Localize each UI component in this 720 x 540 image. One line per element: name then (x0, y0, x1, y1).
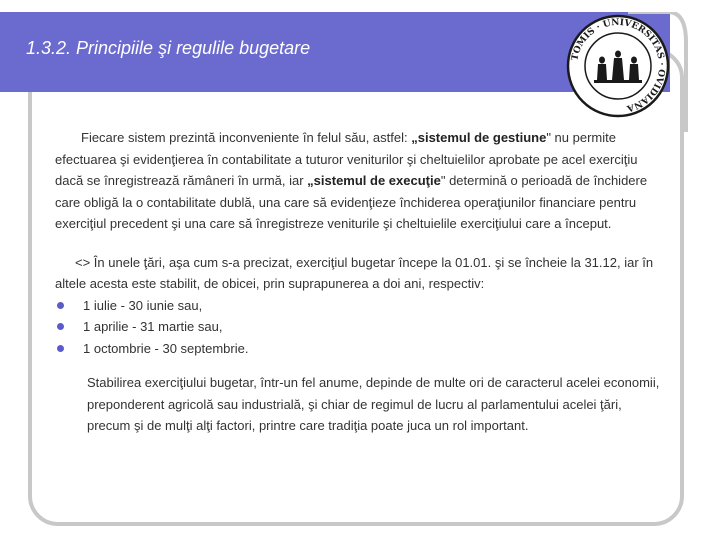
paragraph-exercitiu-bugetar: <> În unele ţări, aşa cum s-a precizat, exerciţiul bugetar începe la 01.01. şi se încheie la 31.12, iar în altele acesta este stabilit, de obicei, prin suprapunerea a doi ani, respectiv: (55, 254, 654, 291)
bullet-dot-icon (57, 302, 64, 309)
term-sistemul-de-executie: „sistemul de execuţie (307, 173, 441, 188)
list-item (55, 316, 655, 338)
bullet-text: 1 iulie - 30 iunie sau, (83, 297, 203, 313)
term-sistemul-de-gestiune: „sistemul de gestiune (411, 130, 547, 145)
list-item (55, 295, 655, 317)
paragraph-stabilirea-exercitiului: Stabilirea exerciţiului bugetar, într-un fel anume, depinde de multe ori de caracterul acelei economii, preponderent agricolă sau industrială, şi chiar de regimul de lucru al parlamentului acelei ţări, precum şi de mulţi alţi factori, printre care tradiţia poate juca un rol important. (87, 375, 660, 433)
list-item (55, 338, 655, 360)
university-seal-icon (566, 14, 670, 118)
bullet-dot-icon (57, 323, 64, 330)
bullet-text: 1 octombrie - 30 septembrie. (83, 340, 249, 356)
paragraph1-text-2: " nu permite efectuarea şi evidenţierea în contabilitate a tuturor veniturilor şi cheltuielilor aprobate pe acel exerciţiu dacă se înregistrează rămâneri în urmă, iar (55, 130, 638, 188)
bullet-text: 1 aprilie - 31 martie sau, (83, 319, 223, 334)
paragraph1-text-3: " determină o perioadă de închidere care obligă la o contabilitate dublă, una care să evidenţieze închiderea operaţiunilor financiare pentru exerciţiul precedent şi una care să înregistreze veniturile şi cheltuielile exerciţiului care a început. (55, 173, 648, 231)
slide-title: 1.3.2. Principiile şi regulile bugetare (26, 38, 311, 58)
bullet-dot-icon (57, 345, 64, 352)
slide-body (55, 127, 660, 437)
paragraph1-text-1: Fiecare sistem prezintă inconveniente în felul său, astfel: (81, 130, 412, 145)
paragraph-sistem-inconveniente (55, 127, 655, 235)
seal-ring-text: TOMIS · UNIVERSITAS · OVIDIANA (570, 17, 667, 113)
bullet-list-periods (55, 295, 655, 360)
